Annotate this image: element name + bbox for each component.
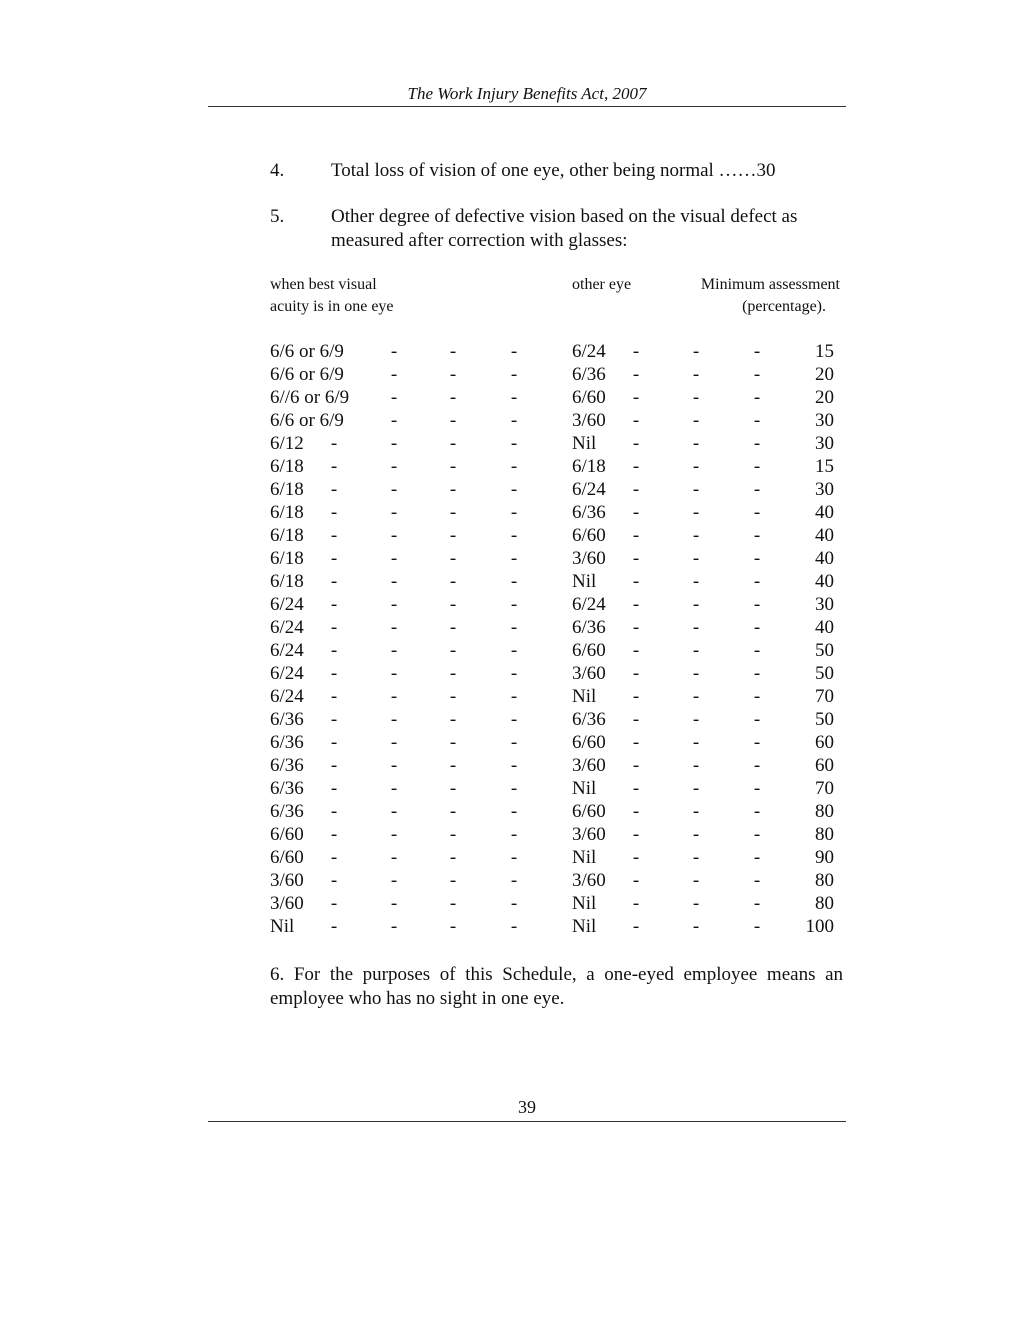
best-eye-acuity: 6/18: [270, 525, 304, 546]
running-header: The Work Injury Benefits Act, 2007: [407, 84, 647, 103]
leader-dash: -: [449, 410, 457, 431]
leader-dash: -: [390, 640, 398, 661]
leader-dash: -: [692, 755, 700, 776]
leader-dash: -: [510, 479, 518, 500]
leader-dash: -: [510, 732, 518, 753]
leader-dash: -: [753, 479, 761, 500]
leader-dash: -: [753, 755, 761, 776]
table-row: [270, 731, 840, 754]
table-row: [270, 869, 840, 892]
leader-dash: -: [510, 410, 518, 431]
assessment-percentage: 80: [815, 893, 834, 914]
leader-dash: -: [632, 479, 640, 500]
header-min-assessment: [660, 274, 840, 318]
leader-dash: -: [330, 686, 338, 707]
assessment-percentage: 20: [815, 387, 834, 408]
header-best-eye-line1: when best visual: [270, 276, 377, 293]
best-eye-acuity: 6/24: [270, 594, 304, 615]
best-eye-acuity: 6/24: [270, 663, 304, 684]
leader-dash: -: [510, 755, 518, 776]
leader-dash: -: [692, 341, 700, 362]
leader-dash: -: [510, 502, 518, 523]
leader-dash: -: [510, 893, 518, 914]
leader-dash: -: [692, 387, 700, 408]
table-row: [270, 432, 840, 455]
footer-rule: [208, 1121, 846, 1122]
leader-dash: -: [510, 525, 518, 546]
other-eye-acuity: 6/36: [572, 502, 606, 523]
leader-dash: -: [510, 387, 518, 408]
table-row: [270, 501, 840, 524]
leader-dash: -: [449, 801, 457, 822]
leader-dash: -: [390, 663, 398, 684]
leader-dash: -: [330, 709, 338, 730]
other-eye-acuity: Nil: [572, 686, 597, 707]
other-eye-acuity: Nil: [572, 778, 597, 799]
table-row: [270, 685, 840, 708]
leader-dash: -: [330, 893, 338, 914]
table-row: [270, 547, 840, 570]
leader-dash: -: [692, 732, 700, 753]
other-eye-acuity: 6/36: [572, 364, 606, 385]
best-eye-acuity: 6/18: [270, 502, 304, 523]
leader-dash: -: [449, 571, 457, 592]
best-eye-acuity: 6/36: [270, 778, 304, 799]
leader-dash: -: [632, 732, 640, 753]
leader-dash: -: [510, 847, 518, 868]
other-eye-acuity: 6/24: [572, 341, 606, 362]
leader-dash: -: [753, 801, 761, 822]
leader-dash: -: [632, 433, 640, 454]
leader-dash: -: [390, 732, 398, 753]
assessment-percentage: 40: [815, 525, 834, 546]
leader-dash: -: [632, 916, 640, 937]
leader-dash: -: [632, 502, 640, 523]
leader-dash: -: [753, 824, 761, 845]
table-row: [270, 616, 840, 639]
leader-dash: -: [449, 502, 457, 523]
other-eye-acuity: Nil: [572, 433, 597, 454]
leader-dash: -: [692, 916, 700, 937]
assessment-percentage: 40: [815, 548, 834, 569]
leader-dash: -: [692, 617, 700, 638]
leader-dash: -: [510, 916, 518, 937]
leader-dash: -: [753, 778, 761, 799]
table-row: [270, 340, 840, 363]
leader-dash: -: [330, 502, 338, 523]
leader-dash: -: [449, 617, 457, 638]
leader-dash: -: [632, 640, 640, 661]
table-row: [270, 708, 840, 731]
leader-dash: -: [632, 548, 640, 569]
leader-dash: -: [753, 364, 761, 385]
leader-dash: -: [330, 525, 338, 546]
leader-dash: -: [390, 387, 398, 408]
header-min-assessment-line2: (percentage).: [742, 298, 826, 315]
leader-dash: -: [753, 893, 761, 914]
table-row: [270, 455, 840, 478]
other-eye-acuity: 3/60: [572, 870, 606, 891]
leader-dash: -: [449, 778, 457, 799]
leader-dash: -: [753, 732, 761, 753]
leader-dash: -: [449, 433, 457, 454]
leader-dash: -: [753, 709, 761, 730]
leader-dash: -: [510, 709, 518, 730]
leader-dash: -: [390, 617, 398, 638]
leader-dash: -: [510, 778, 518, 799]
best-eye-acuity: 3/60: [270, 870, 304, 891]
item-4-text: Total loss of vision of one eye, other being normal ……30: [331, 160, 776, 181]
leader-dash: -: [390, 341, 398, 362]
assessment-percentage: 15: [815, 456, 834, 477]
leader-dash: -: [692, 571, 700, 592]
leader-dash: -: [692, 709, 700, 730]
leader-dash: -: [510, 686, 518, 707]
leader-dash: -: [390, 916, 398, 937]
assessment-percentage: 40: [815, 571, 834, 592]
best-eye-acuity: 6/6 or 6/9: [270, 364, 344, 385]
leader-dash: -: [753, 663, 761, 684]
table-row: [270, 892, 840, 915]
other-eye-acuity: Nil: [572, 847, 597, 868]
best-eye-acuity: 6/6 or 6/9: [270, 410, 344, 431]
best-eye-acuity: 6/24: [270, 686, 304, 707]
leader-dash: -: [390, 755, 398, 776]
leader-dash: -: [692, 824, 700, 845]
best-eye-acuity: 6/36: [270, 755, 304, 776]
leader-dash: -: [692, 778, 700, 799]
best-eye-acuity: 6/18: [270, 571, 304, 592]
assessment-percentage: 40: [815, 502, 834, 523]
item-4-number: 4.: [270, 160, 285, 181]
leader-dash: -: [330, 801, 338, 822]
header-min-assessment-line1: Minimum assessment: [700, 276, 840, 293]
leader-dash: -: [632, 341, 640, 362]
leader-dash: -: [692, 640, 700, 661]
other-eye-acuity: 6/60: [572, 387, 606, 408]
assessment-percentage: 80: [815, 824, 834, 845]
assessment-percentage: 50: [815, 709, 834, 730]
header-best-eye-line2: acuity is in one eye: [270, 298, 394, 315]
leader-dash: -: [449, 755, 457, 776]
leader-dash: -: [390, 456, 398, 477]
leader-dash: -: [692, 456, 700, 477]
best-eye-acuity: Nil: [270, 916, 295, 937]
leader-dash: -: [330, 640, 338, 661]
leader-dash: -: [692, 525, 700, 546]
leader-dash: -: [510, 433, 518, 454]
leader-dash: -: [632, 525, 640, 546]
leader-dash: -: [330, 916, 338, 937]
leader-dash: -: [330, 571, 338, 592]
best-eye-acuity: 6/24: [270, 640, 304, 661]
leader-dash: -: [510, 364, 518, 385]
assessment-percentage: 60: [815, 732, 834, 753]
leader-dash: -: [510, 341, 518, 362]
leader-dash: -: [390, 479, 398, 500]
leader-dash: -: [449, 548, 457, 569]
leader-dash: -: [449, 479, 457, 500]
best-eye-acuity: 6/60: [270, 824, 304, 845]
leader-dash: -: [692, 410, 700, 431]
leader-dash: -: [632, 755, 640, 776]
leader-dash: -: [390, 433, 398, 454]
vision-assessment-table: [270, 340, 840, 938]
header-other-eye: other eye: [572, 276, 632, 293]
assessment-percentage: 40: [815, 617, 834, 638]
leader-dash: -: [692, 479, 700, 500]
leader-dash: -: [330, 663, 338, 684]
leader-dash: -: [632, 801, 640, 822]
assessment-percentage: 90: [815, 847, 834, 868]
leader-dash: -: [330, 617, 338, 638]
leader-dash: -: [510, 617, 518, 638]
leader-dash: -: [692, 847, 700, 868]
best-eye-acuity: 3/60: [270, 893, 304, 914]
leader-dash: -: [449, 456, 457, 477]
leader-dash: -: [632, 893, 640, 914]
leader-dash: -: [753, 640, 761, 661]
leader-dash: -: [753, 594, 761, 615]
leader-dash: -: [330, 755, 338, 776]
leader-dash: -: [390, 571, 398, 592]
table-row: [270, 593, 840, 616]
leader-dash: -: [449, 640, 457, 661]
leader-dash: -: [449, 686, 457, 707]
assessment-percentage: 30: [815, 479, 834, 500]
best-eye-acuity: 6/36: [270, 801, 304, 822]
leader-dash: -: [753, 387, 761, 408]
leader-dash: -: [632, 870, 640, 891]
table-row: [270, 363, 840, 386]
assessment-percentage: 20: [815, 364, 834, 385]
leader-dash: -: [692, 801, 700, 822]
other-eye-acuity: Nil: [572, 916, 597, 937]
leader-dash: -: [753, 525, 761, 546]
assessment-percentage: 50: [815, 663, 834, 684]
table-row: [270, 823, 840, 846]
leader-dash: -: [753, 916, 761, 937]
assessment-percentage: 30: [815, 594, 834, 615]
best-eye-acuity: 6/18: [270, 548, 304, 569]
assessment-percentage: 80: [815, 870, 834, 891]
leader-dash: -: [632, 410, 640, 431]
item-5-text: Other degree of defective vision based on the visual defect as measured after correction with glasses:: [331, 206, 798, 251]
leader-dash: -: [390, 709, 398, 730]
table-row: [270, 754, 840, 777]
best-eye-acuity: 6/6 or 6/9: [270, 341, 344, 362]
best-eye-acuity: 6//6 or 6/9: [270, 387, 350, 408]
leader-dash: -: [390, 410, 398, 431]
table-row: [270, 777, 840, 800]
leader-dash: -: [632, 364, 640, 385]
best-eye-acuity: 6/36: [270, 732, 304, 753]
leader-dash: -: [753, 456, 761, 477]
leader-dash: -: [449, 341, 457, 362]
assessment-percentage: 30: [815, 410, 834, 431]
leader-dash: -: [632, 686, 640, 707]
leader-dash: -: [449, 824, 457, 845]
leader-dash: -: [692, 893, 700, 914]
leader-dash: -: [632, 824, 640, 845]
leader-dash: -: [449, 364, 457, 385]
page-number: 39: [518, 1097, 536, 1117]
assessment-percentage: 80: [815, 801, 834, 822]
table-row: [270, 800, 840, 823]
assessment-percentage: 60: [815, 755, 834, 776]
leader-dash: -: [692, 686, 700, 707]
leader-dash: -: [692, 663, 700, 684]
other-eye-acuity: 6/24: [572, 594, 606, 615]
table-row: [270, 386, 840, 409]
leader-dash: -: [449, 387, 457, 408]
leader-dash: -: [449, 870, 457, 891]
leader-dash: -: [449, 916, 457, 937]
leader-dash: -: [753, 341, 761, 362]
leader-dash: -: [449, 709, 457, 730]
leader-dash: -: [632, 387, 640, 408]
leader-dash: -: [692, 594, 700, 615]
table-row: [270, 915, 840, 938]
table-row: [270, 662, 840, 685]
leader-dash: -: [632, 778, 640, 799]
leader-dash: -: [449, 663, 457, 684]
assessment-percentage: 70: [815, 778, 834, 799]
leader-dash: -: [330, 433, 338, 454]
leader-dash: -: [753, 433, 761, 454]
best-eye-acuity: 6/36: [270, 709, 304, 730]
other-eye-acuity: 6/24: [572, 479, 606, 500]
leader-dash: -: [692, 433, 700, 454]
leader-dash: -: [632, 571, 640, 592]
leader-dash: -: [632, 617, 640, 638]
table-row: [270, 639, 840, 662]
other-eye-acuity: 6/60: [572, 640, 606, 661]
leader-dash: -: [330, 594, 338, 615]
leader-dash: -: [692, 870, 700, 891]
leader-dash: -: [390, 502, 398, 523]
other-eye-acuity: 6/60: [572, 801, 606, 822]
other-eye-acuity: 3/60: [572, 663, 606, 684]
leader-dash: -: [753, 571, 761, 592]
leader-dash: -: [510, 594, 518, 615]
table-row: [270, 524, 840, 547]
other-eye-acuity: 3/60: [572, 548, 606, 569]
leader-dash: -: [330, 824, 338, 845]
leader-dash: -: [390, 525, 398, 546]
leader-dash: -: [632, 456, 640, 477]
assessment-percentage: 100: [805, 916, 834, 937]
leader-dash: -: [390, 594, 398, 615]
other-eye-acuity: Nil: [572, 571, 597, 592]
leader-dash: -: [330, 778, 338, 799]
leader-dash: -: [330, 732, 338, 753]
item-5-number: 5.: [270, 206, 285, 227]
leader-dash: -: [449, 893, 457, 914]
leader-dash: -: [510, 801, 518, 822]
other-eye-acuity: 3/60: [572, 410, 606, 431]
table-row: [270, 846, 840, 869]
leader-dash: -: [390, 364, 398, 385]
best-eye-acuity: 6/60: [270, 847, 304, 868]
leader-dash: -: [390, 686, 398, 707]
leader-dash: -: [330, 870, 338, 891]
leader-dash: -: [390, 824, 398, 845]
leader-dash: -: [632, 663, 640, 684]
best-eye-acuity: 6/24: [270, 617, 304, 638]
leader-dash: -: [510, 870, 518, 891]
other-eye-acuity: 6/36: [572, 617, 606, 638]
table-row: [270, 409, 840, 432]
leader-dash: -: [510, 456, 518, 477]
paragraph-6: 6. For the purposes of this Schedule, a one-eyed employee means an employee who has no sight in one eye.: [270, 964, 843, 1009]
other-eye-acuity: 6/60: [572, 732, 606, 753]
header-rule: [208, 106, 846, 107]
table-row: [270, 478, 840, 501]
leader-dash: -: [753, 617, 761, 638]
leader-dash: -: [510, 571, 518, 592]
leader-dash: -: [753, 502, 761, 523]
leader-dash: -: [330, 479, 338, 500]
leader-dash: -: [390, 548, 398, 569]
header-best-eye: [270, 274, 394, 318]
other-eye-acuity: 6/18: [572, 456, 606, 477]
best-eye-acuity: 6/18: [270, 456, 304, 477]
leader-dash: -: [510, 824, 518, 845]
leader-dash: -: [390, 847, 398, 868]
leader-dash: -: [449, 594, 457, 615]
leader-dash: -: [753, 870, 761, 891]
leader-dash: -: [330, 847, 338, 868]
other-eye-acuity: 6/60: [572, 525, 606, 546]
assessment-percentage: 30: [815, 433, 834, 454]
other-eye-acuity: 3/60: [572, 755, 606, 776]
leader-dash: -: [330, 456, 338, 477]
leader-dash: -: [449, 732, 457, 753]
leader-dash: -: [632, 594, 640, 615]
assessment-percentage: 15: [815, 341, 834, 362]
leader-dash: -: [449, 847, 457, 868]
assessment-percentage: 50: [815, 640, 834, 661]
leader-dash: -: [510, 663, 518, 684]
leader-dash: -: [753, 548, 761, 569]
leader-dash: -: [330, 548, 338, 569]
leader-dash: -: [390, 801, 398, 822]
leader-dash: -: [390, 870, 398, 891]
leader-dash: -: [390, 778, 398, 799]
best-eye-acuity: 6/12: [270, 433, 304, 454]
other-eye-acuity: 6/36: [572, 709, 606, 730]
leader-dash: -: [632, 709, 640, 730]
best-eye-acuity: 6/18: [270, 479, 304, 500]
table-row: [270, 570, 840, 593]
leader-dash: -: [753, 686, 761, 707]
leader-dash: -: [692, 548, 700, 569]
leader-dash: -: [510, 640, 518, 661]
leader-dash: -: [449, 525, 457, 546]
other-eye-acuity: 3/60: [572, 824, 606, 845]
leader-dash: -: [510, 548, 518, 569]
leader-dash: -: [390, 893, 398, 914]
leader-dash: -: [632, 847, 640, 868]
leader-dash: -: [753, 847, 761, 868]
assessment-percentage: 70: [815, 686, 834, 707]
leader-dash: -: [692, 502, 700, 523]
leader-dash: -: [753, 410, 761, 431]
leader-dash: -: [692, 364, 700, 385]
other-eye-acuity: Nil: [572, 893, 597, 914]
